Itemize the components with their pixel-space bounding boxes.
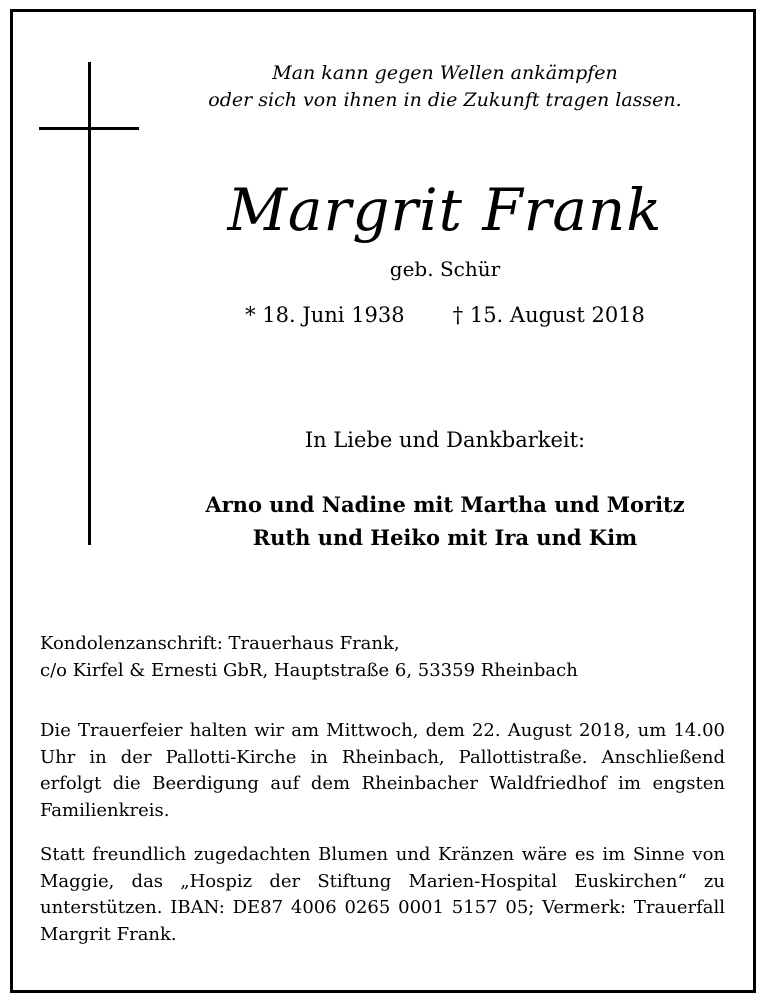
gratitude-line: In Liebe und Dankbarkeit: bbox=[304, 428, 586, 452]
donation-paragraph: Statt freundlich zugedachten Blumen und Kränzen wäre es im Sinne von Maggie, das „Hospiz der Stiftung Marien-Hospital Euskirchen“ zu unterstützen. IBAN: DE87 4006 0265 0001 5157 05; Vermerk: Trauerfall Margrit Frank. bbox=[40, 844, 725, 945]
deceased-name: Margrit Frank bbox=[227, 176, 663, 244]
condolence-address bbox=[40, 630, 730, 684]
family-line: Arno und Nadine mit Martha und Moritz bbox=[205, 492, 685, 517]
funeral-service-paragraph: Die Trauerfeier halten wir am Mittwoch, dem 22. August 2018, um 14.00 Uhr in der Pallotti-Kirche in Rheinbach, Pallottistraße. Anschließend erfolgt die Beerdigung auf dem Rheinbacher Waldfriedhof im engsten Familienkreis. bbox=[40, 720, 725, 821]
birth-date: * 18. Juni 1938 bbox=[245, 303, 405, 327]
cross-horizontal-bar bbox=[39, 127, 139, 130]
address-line: c/o Kirfel & Ernesti GbR, Hauptstraße 6, 53359 Rheinbach bbox=[40, 660, 578, 681]
family-line: Ruth und Heiko mit Ira und Kim bbox=[252, 525, 638, 550]
opening-quote bbox=[160, 60, 730, 114]
life-dates bbox=[160, 300, 730, 330]
quote-line: oder sich von ihnen in die Zukunft tragen lassen. bbox=[208, 89, 682, 111]
maiden-name: geb. Schür bbox=[389, 257, 501, 281]
address-line: Kondolenzanschrift: Trauerhaus Frank, bbox=[40, 633, 400, 654]
death-date: † 15. August 2018 bbox=[452, 303, 645, 327]
quote-line: Man kann gegen Wellen ankämpfen bbox=[272, 62, 618, 84]
cross-vertical-bar bbox=[88, 62, 91, 545]
mourning-family bbox=[160, 488, 730, 554]
